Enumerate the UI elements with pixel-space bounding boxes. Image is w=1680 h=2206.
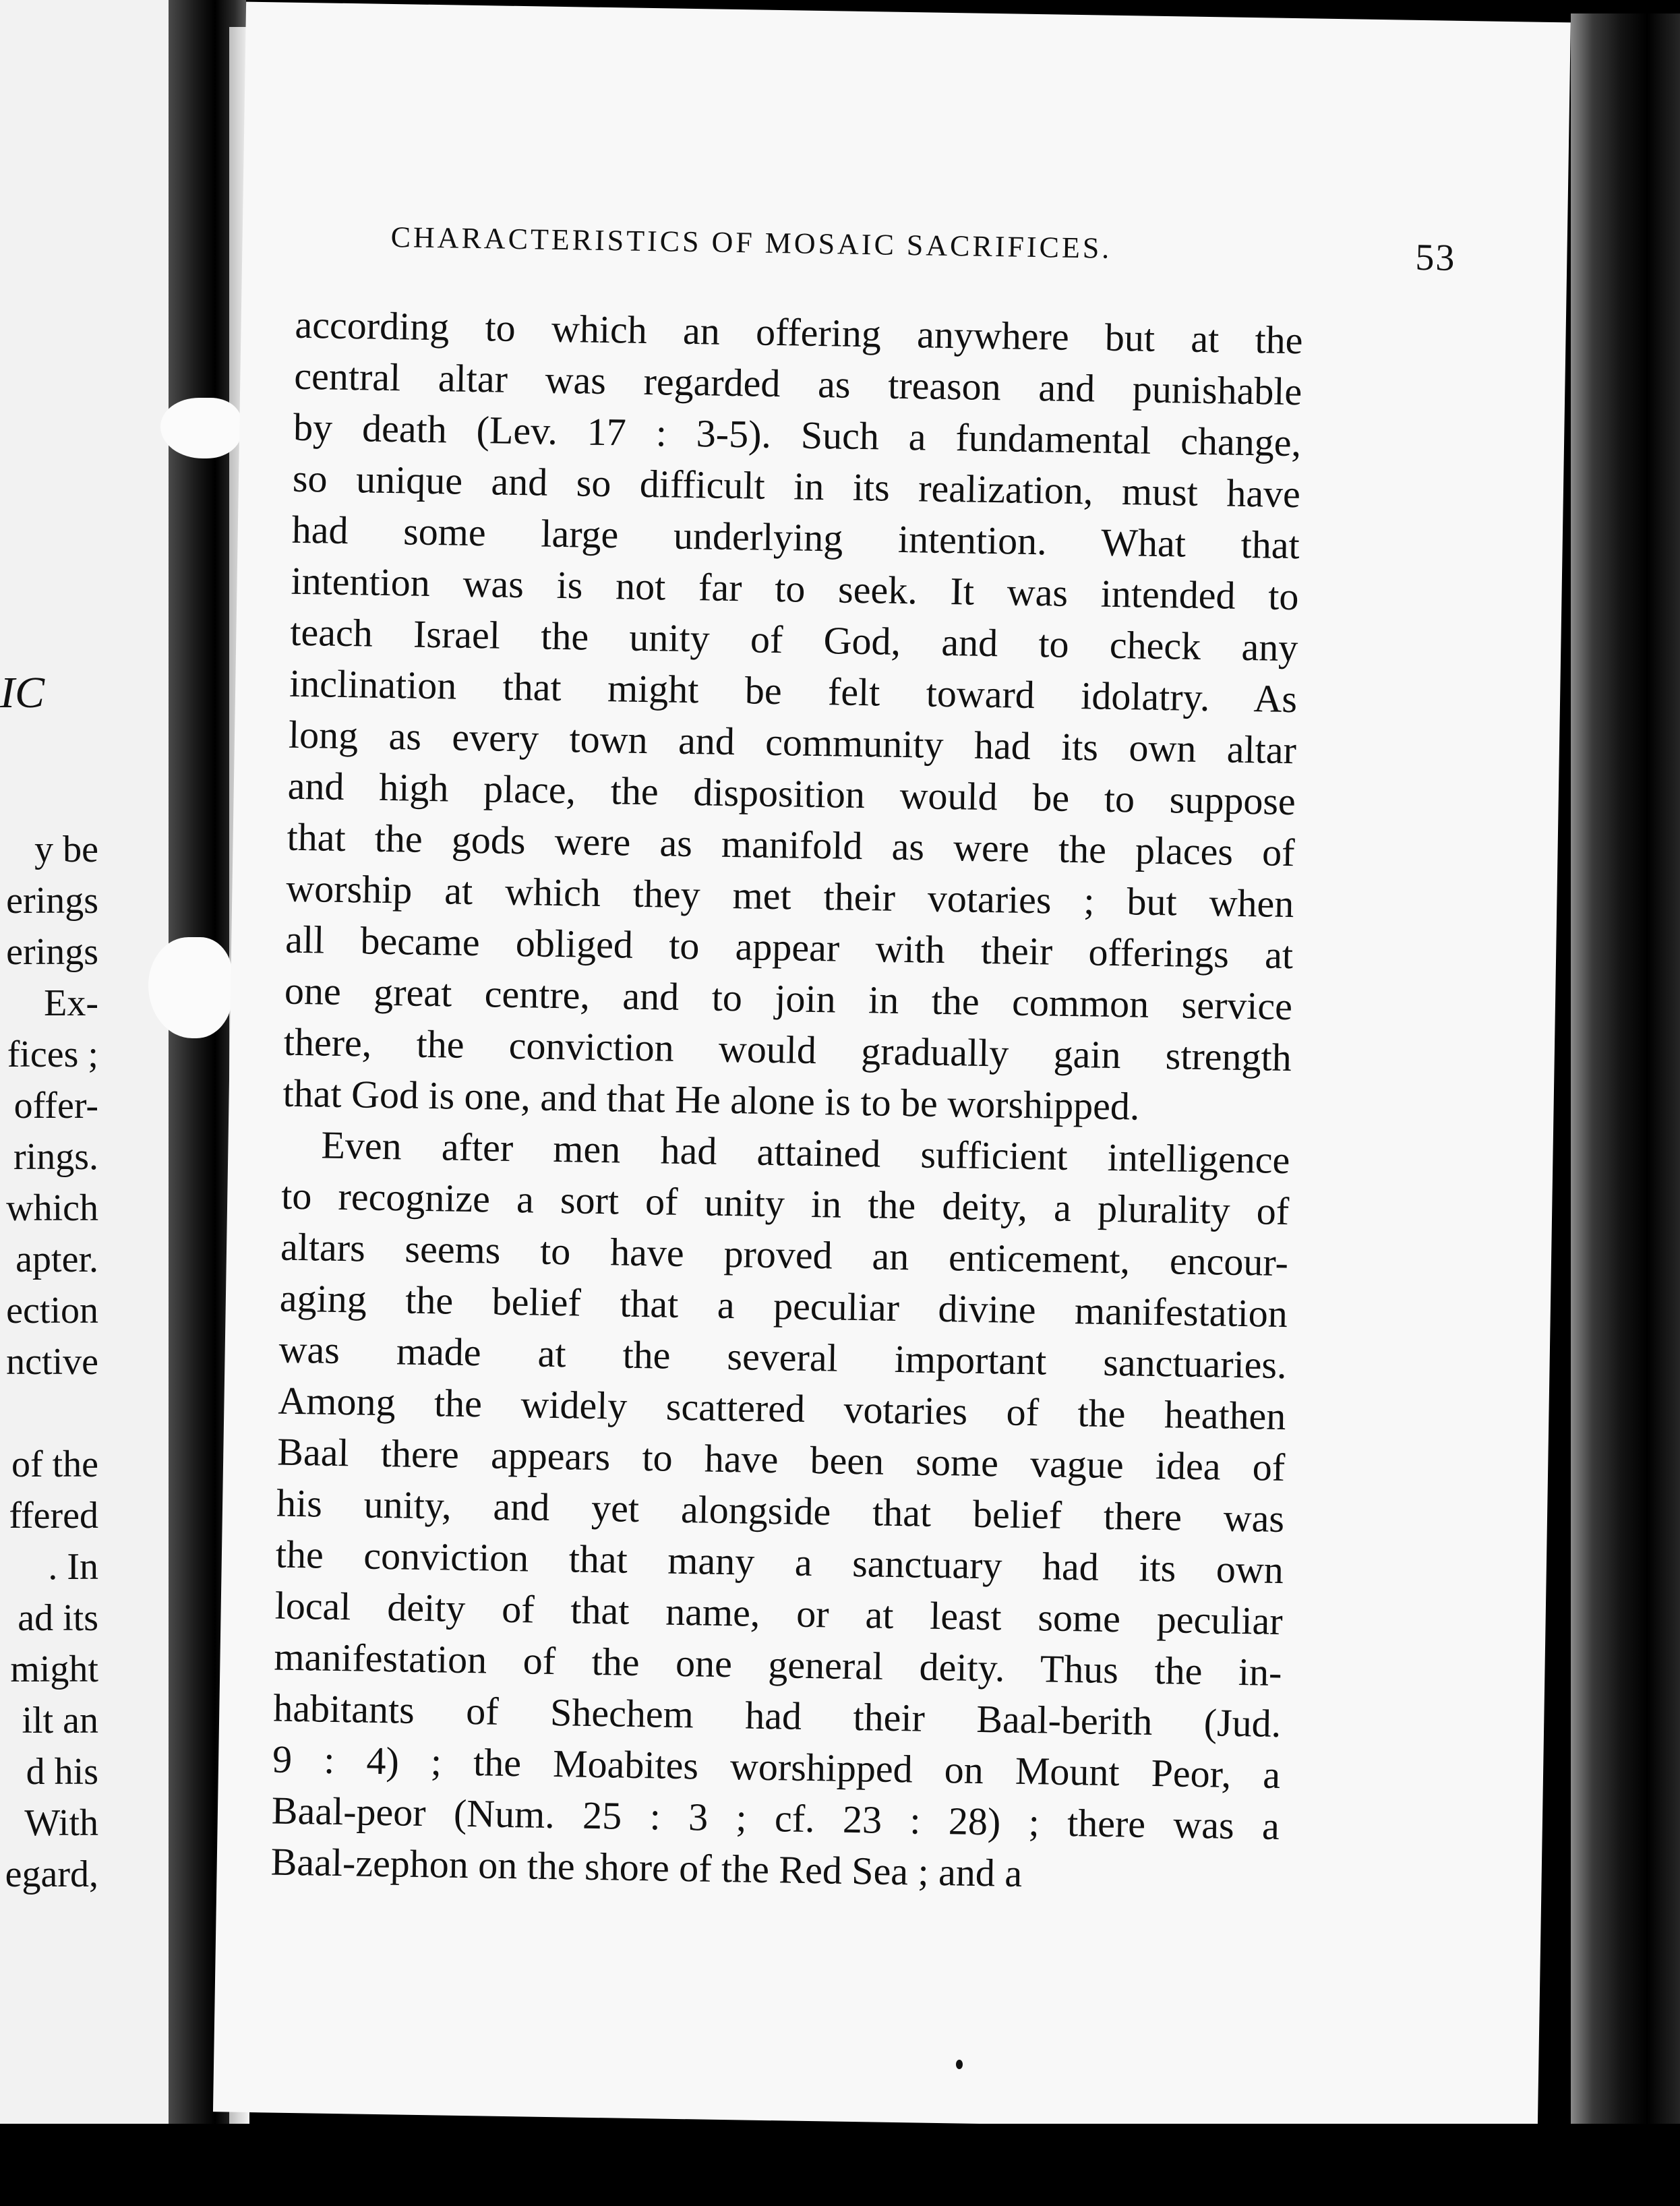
text-line: manifestation of the one general deity. Thus the in- [274,1634,1282,1694]
running-head-title: CHARACTERISTICS OF MOSAIC SACRIFICES. [390,220,1112,265]
left-page-line: apter. [16,1239,98,1280]
left-page-line: ection [6,1290,98,1332]
left-page-line: rings. [13,1136,98,1178]
left-page-line: which [6,1187,98,1229]
text-line: his unity, and yet alongside that belief there was [276,1481,1285,1541]
text-line: was made at the several important sanctuaries. [278,1327,1288,1388]
text-line: all became obliged to appear with their offerings at [284,917,1294,978]
left-page-line: Ex- [44,982,98,1024]
left-page-line: nctive [6,1341,98,1383]
body-text [270,299,1303,1903]
ink-speck [956,2060,963,2069]
text-line: 9 : 4) ; the Moabites worshipped on Mount Peor, a [272,1737,1281,1797]
left-page-line: erings [6,931,98,973]
left-page-line: . In [48,1546,98,1588]
text-line: long as every town and community had its own altar [288,712,1297,773]
left-page-line: of the [11,1443,98,1485]
left-page-line: ad its [18,1597,98,1639]
left-page-line: egard, [5,1853,98,1895]
main-page [213,2,1571,2133]
text-line: according to which an offering anywhere but at the [295,302,1303,363]
left-page-line: fices ; [7,1034,98,1075]
text-line: Baal there appears to have been some vague idea of [276,1429,1286,1490]
text-line: Among the widely scattered votaries of the heathen [278,1378,1286,1439]
left-page-line: y be [34,829,98,870]
text-line: and high place, the disposition would be to suppose [287,763,1296,824]
text-line: intention was is not far to seek. It was intended to [291,558,1299,619]
text-line: aging the belief that a peculiar divine manifestation [279,1276,1288,1336]
text-line: worship at which they met their votaries ; but when [285,866,1294,926]
left-page-line: offer- [13,1085,98,1127]
right-page-edges [1571,13,1680,2205]
running-head [390,220,1456,290]
text-line: had some large underlying intention. What that [291,507,1300,568]
left-page-line: ffered [9,1495,98,1537]
paper-tear [148,937,233,1038]
text-line: the conviction that many a sanctuary had its own [275,1532,1284,1592]
text-line: one great centre, and to join in the common service [284,968,1293,1029]
left-page-line: ilt an [22,1700,98,1741]
text-line: that God is one, and that He alone is to be worshipped. [282,1071,1140,1129]
left-page-line: might [10,1648,98,1690]
text-line: Even after men had attained sufficient intelligence [320,1123,1290,1183]
text-line: teach Israel the unity of God, and to check any [289,609,1298,670]
text-line: habitants of Shechem had their Baal-berith (Jud. [272,1686,1282,1746]
text-line: that the gods were as manifold as were the places of [287,814,1295,875]
left-page-line: With [24,1802,98,1844]
paper-tear [160,398,241,458]
left-page-heading-fragment: IC [0,668,44,717]
text-line: inclination that might be felt toward idolatry. As [289,661,1298,721]
text-line: central altar was regarded as treason and punishable [293,353,1302,414]
left-page-line: erings [6,880,98,922]
left-page-line: d his [26,1751,98,1793]
page-number: 53 [1414,236,1456,279]
left-facing-page [0,0,169,2168]
text-line: to recognize a sort of unity in the deity, a plurality of [280,1173,1290,1234]
text-line: so unique and so difficult in its realization, must have [292,456,1301,516]
bottom-shadow [0,2124,1680,2206]
text-line: altars seems to have proved an enticement, encour- [280,1224,1289,1285]
text-line: by death (Lev. 17 : 3-5). Such a fundamental change, [293,405,1302,465]
text-line: local deity of that name, or at least some peculiar [274,1583,1284,1644]
text-line: there, the conviction would gradually gain strength [283,1019,1292,1080]
text-line: Baal-peor (Num. 25 : 3 ; cf. 23 : 28) ; there was a [271,1788,1280,1848]
text-line: Baal-zephon on the shore of the Red Sea ; and a [270,1839,1023,1895]
